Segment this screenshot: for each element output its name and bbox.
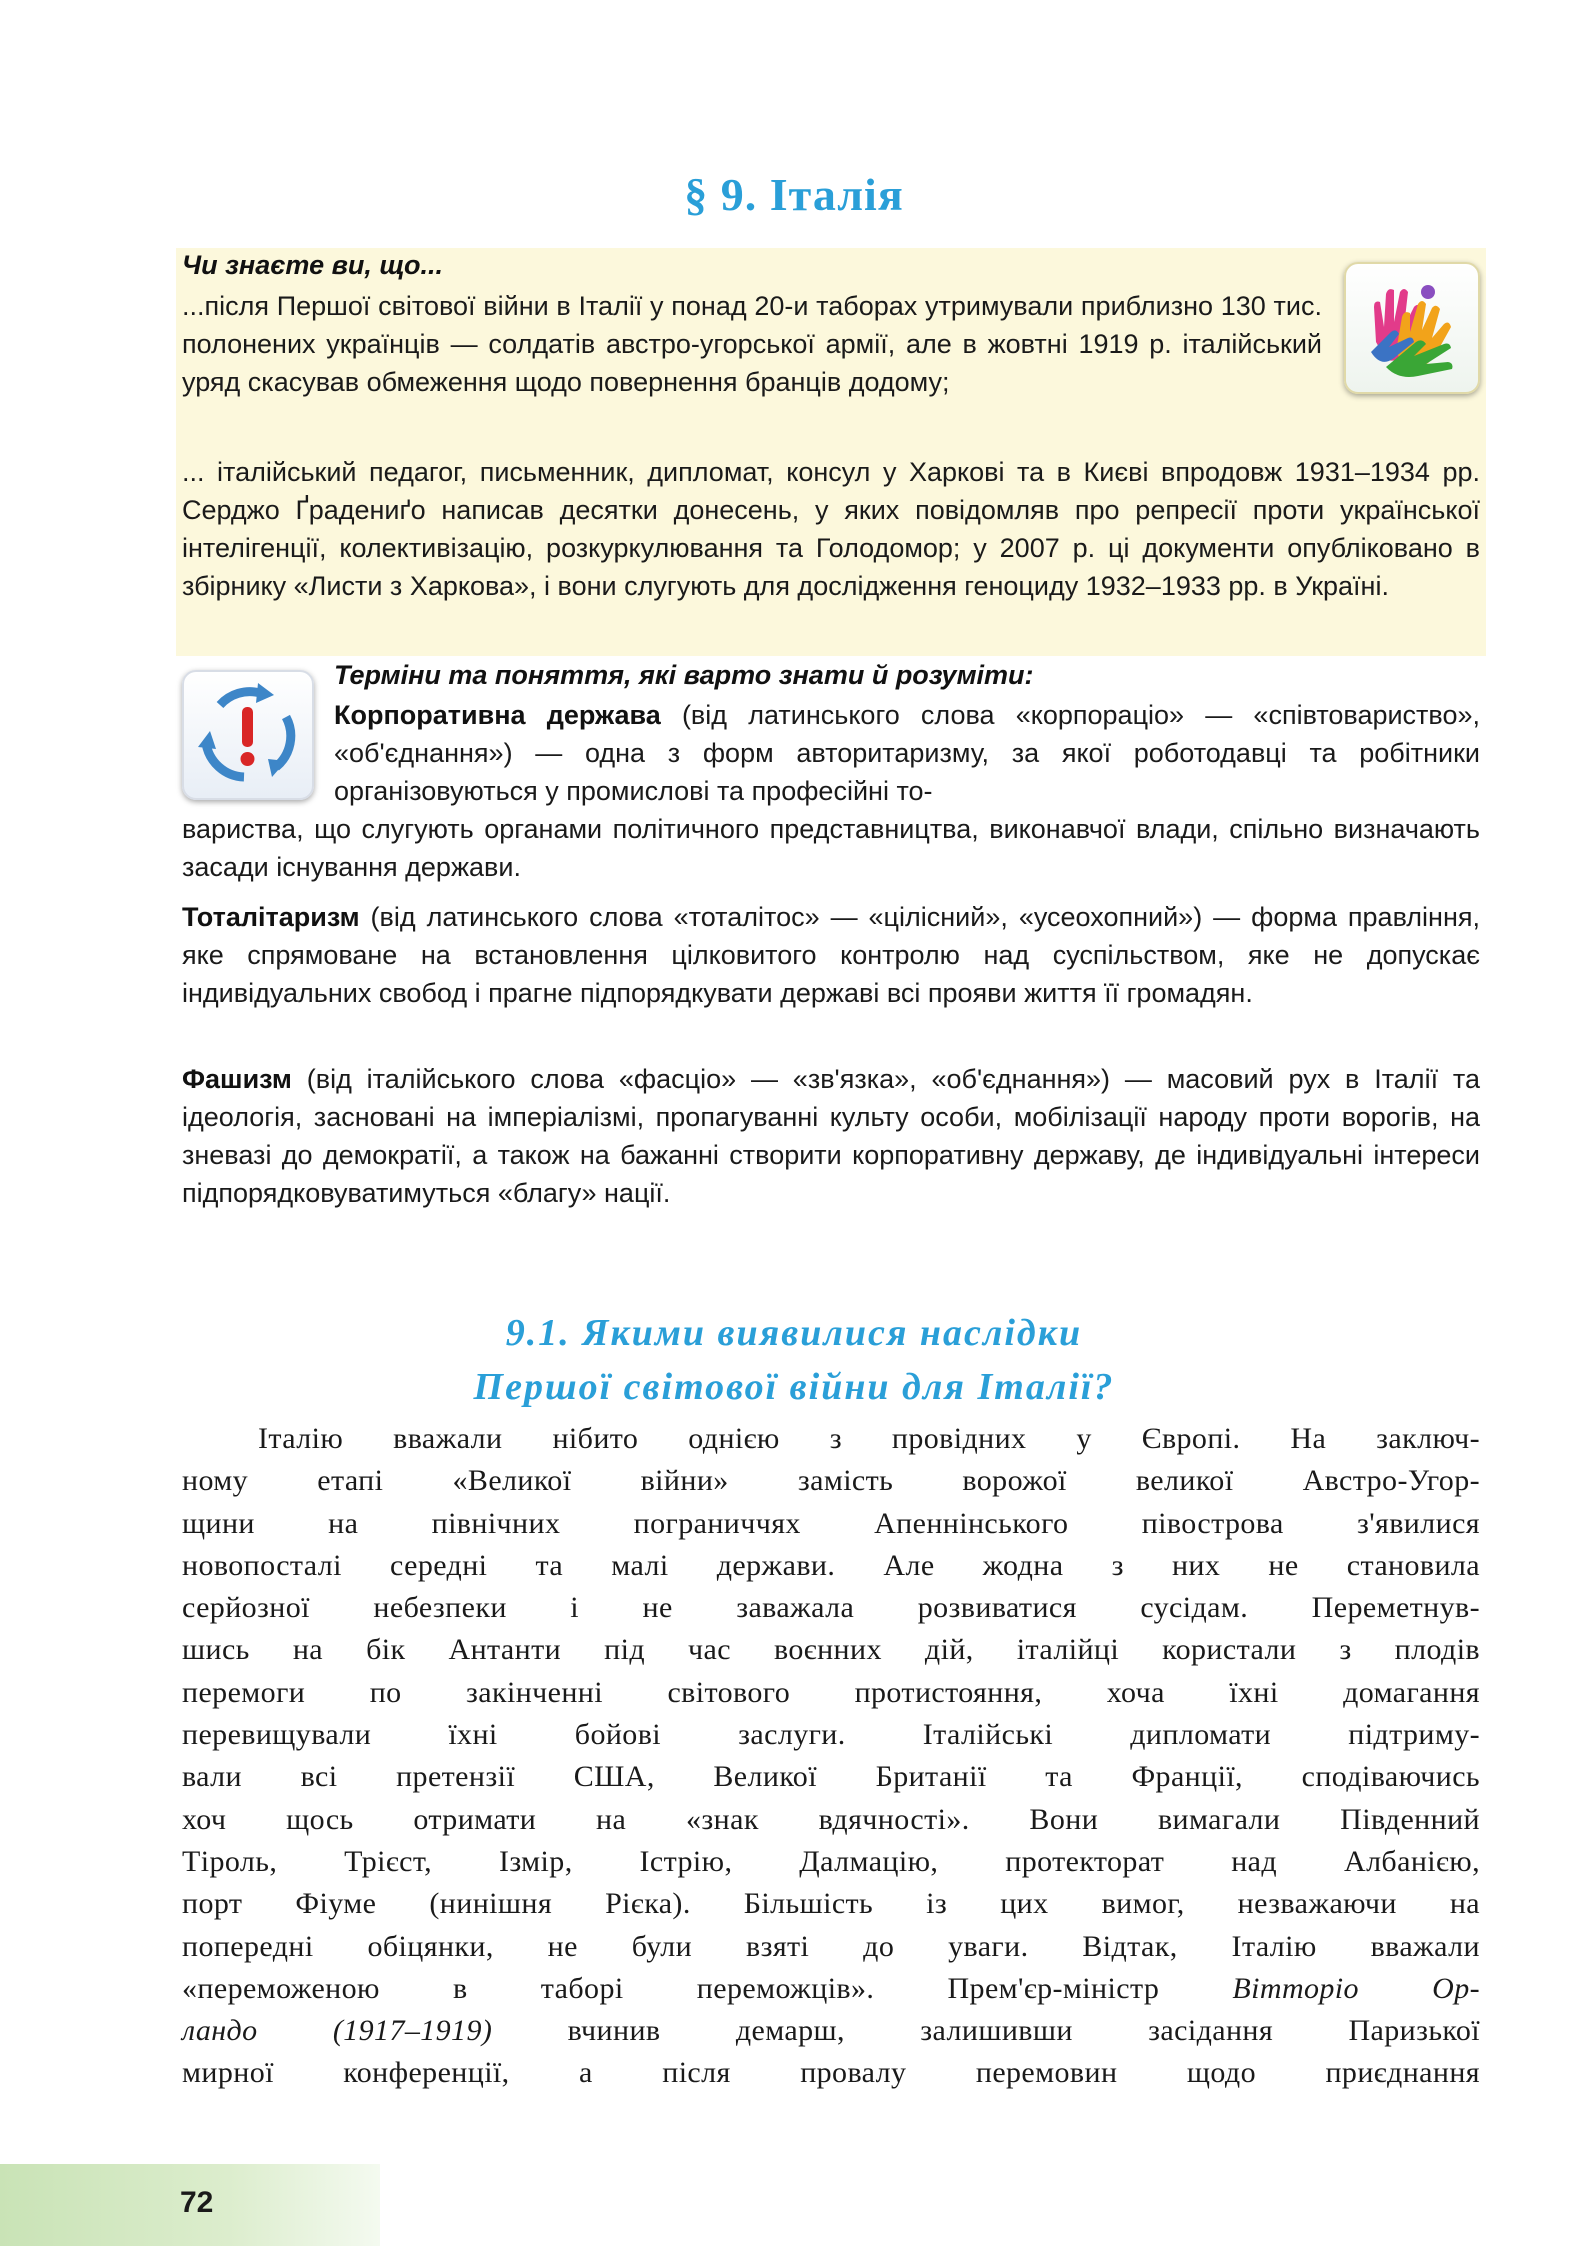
person-name: Вітторіо Ор- xyxy=(1232,1971,1480,2005)
body-line: хоч щось отримати на «знак вдячності». Вони вимагали Південний xyxy=(182,1802,1480,1836)
body-line: щини на північних пограниччях Апеннінського півострова з'явилися xyxy=(182,1506,1480,1540)
did-you-know-heading: Чи знаєте ви, що... xyxy=(182,250,443,280)
body-line: попередні обіцянки, не були взяті до уваги. Відтак, Італію вважали xyxy=(182,1929,1480,1963)
body-line: перемоги по закінченні світового протистояння, хоча їхні домагання xyxy=(182,1675,1480,1709)
body-line: вали всі претензії США, Великої Британії та Франції, сподіваючись xyxy=(182,1760,1480,1794)
term-word: Тоталітаризм xyxy=(182,902,360,932)
section-title-line-2: Першої світової війни для Італії? xyxy=(473,1366,1115,1408)
body-line: Тіроль, Трієст, Ізмір, Істрію, Далмацію, протекторат над Албанією, xyxy=(182,1844,1480,1878)
term-definition: (від італійського слова «фасціо» — «зв'язка», «об'єднання») — масовий рух в Італії та ідеологія, засновані на імперіалізмі, пропагуванні культу особи, мобілізації народу проти ворогів, на зневазі до демократії, а також на бажанні створити корпоративну державу, де індивідуальні інтереси підпорядковуватимуться «благу» нації. xyxy=(182,1064,1480,1208)
term-definition: (від латинського слова «корпораціо» — «співтовариство», «об'єднання») — одна з форм авторитаризму, за якої роботодавці та робітники організовуються у промислові та професійні то- xyxy=(334,700,1480,806)
terms-heading: Терміни та поняття, які варто знати й розуміти: xyxy=(334,660,1034,690)
page-number: 72 xyxy=(180,2186,214,2219)
did-you-know-fact-2: ... італійський педагог, письменник, дипломат, консул у Харкові та в Києві впродовж 1931–1934 рр. Серджо Ґрадениґо написав десятки донесень, у яких повідомляв про репресії проти української інтелігенції, колективізацію, розкуркулювання та Голодомор; у 2007 р. ці документи опубліковано в збірнику «Листи з Харкова», і вони слугують для дослідження геноциду 1932–1933 рр. в Україні. xyxy=(182,457,1480,601)
colored-hands-icon xyxy=(1344,262,1480,394)
body-line: перевищували їхні бойові заслуги. Італійські дипломати підтриму- xyxy=(182,1718,1480,1752)
warning-exclamation-icon xyxy=(182,670,314,800)
body-line: ному етапі «Великої війни» замість ворожої великої Австро-Угор- xyxy=(182,1464,1480,1498)
term-word: Фашизм xyxy=(182,1064,292,1094)
body-line xyxy=(182,2010,1480,2052)
body-line: Італію вважали нібито однією з провідних у Європі. На заключ- xyxy=(258,1422,1480,1455)
term-fascism xyxy=(182,1060,1480,1212)
body-line: серйозної небезпеки і не заважала розвиватися сусідам. Переметнув- xyxy=(182,1591,1480,1625)
body-line: новопосталі середні та малі держави. Але жодна з них не становила xyxy=(182,1548,1480,1582)
section-title-line-1: 9.1. Якими виявилися наслідки xyxy=(505,1312,1083,1354)
body-line: мирної конференції, а після провалу перемовин щодо приєднання xyxy=(182,2056,1480,2090)
term-corporate-state xyxy=(334,696,1480,810)
body-text-run: «переможеною в таборі переможців». Прем'єр-міністр xyxy=(182,1971,1233,2005)
page-title: § 9. Італія xyxy=(684,169,904,220)
body-line: шись на бік Антанти під час воєнних дій, італійці користали з плодів xyxy=(182,1633,1480,1667)
term-totalitarianism xyxy=(182,898,1480,1012)
body-paragraph xyxy=(182,1418,1480,2095)
body-text-run: вчинив демарш, залишивши засідання Паризької xyxy=(492,2014,1480,2048)
body-line: порт Фіуме (нинішня Рієка). Більшість із цих вимог, незважаючи на xyxy=(182,1887,1480,1921)
term-definition: (від латинського слова «тоталітос» — «цілісний», «усеохопний») — форма правління, яке спрямоване на встановлення цілковитого контролю над суспільством, яке не допускає індивідуальних свобод і прагне підпорядкувати державі всі прояви життя її громадян. xyxy=(182,902,1480,1008)
body-line xyxy=(182,1968,1480,2010)
term-word: Корпоративна держава xyxy=(334,700,661,730)
did-you-know-fact-1: ...після Першої світової війни в Італії у понад 20-и таборах утримували приблизно 130 тис. полонених українців — солдатів австро-угорської армії, але в жовтні 1919 р. італійський уряд скасував обмеження щодо повернення бранців додому; xyxy=(182,291,1322,397)
section-title xyxy=(0,1306,1588,1414)
term-corporate-state-cont: вариства, що слугують органами політичного представництва, виконавчої влади, спільно визначають засади існування держави. xyxy=(182,814,1480,882)
person-name-cont: ландо (1917–1919) xyxy=(182,2014,493,2048)
